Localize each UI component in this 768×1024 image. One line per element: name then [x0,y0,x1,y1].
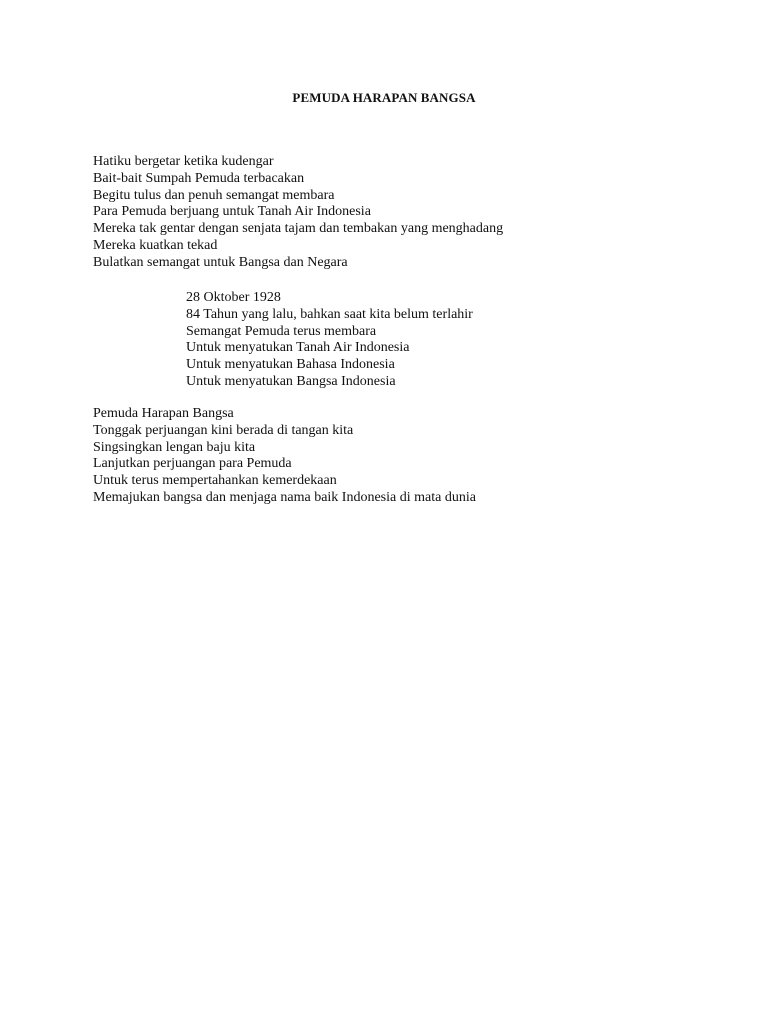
poem-line: Bulatkan semangat untuk Bangsa dan Negara [93,254,348,270]
poem-line: Singsingkan lengan baju kita [93,439,256,455]
poem-line: Untuk menyatukan Bahasa Indonesia [186,357,395,373]
poem-line: 84 Tahun yang lalu, bahkan saat kita belum terlahir [186,306,473,322]
poem-title: PEMUDA HARAPAN BANGSA [292,90,476,105]
poem-line: Lanjutkan perjuangan para Pemuda [93,456,292,472]
poem-line: Pemuda Harapan Bangsa [93,406,234,421]
poem-line: Bait-bait Sumpah Pemuda terbacakan [93,170,305,186]
poem-line: Hatiku bergetar ketika kudengar [93,154,274,169]
poem-line: Memajukan bangsa dan menjaga nama baik Indonesia di mata dunia [93,489,476,505]
poem-line: Mereka tak gentar dengan senjata tajam dan tembakan yang menghadang [93,221,504,237]
poem-line: Untuk menyatukan Bangsa Indonesia [186,373,396,389]
poem-line: Untuk terus mempertahankan kemerdekaan [93,473,337,489]
poem-line: Mereka kuatkan tekad [93,237,218,253]
poem-line: Tonggak perjuangan kini berada di tangan kita [93,422,354,438]
stanza-1 [93,154,503,272]
poem-line: Para Pemuda berjuang untuk Tanah Air Indonesia [93,204,371,220]
poem-line: Untuk menyatukan Tanah Air Indonesia [186,340,410,356]
poem-line: Semangat Pemuda terus membara [186,323,377,339]
poem-line: Begitu tulus dan penuh semangat membara [93,187,335,203]
stanza-3 [93,406,476,507]
stanza-2 [186,290,473,391]
poem-line: 28 Oktober 1928 [186,290,281,305]
